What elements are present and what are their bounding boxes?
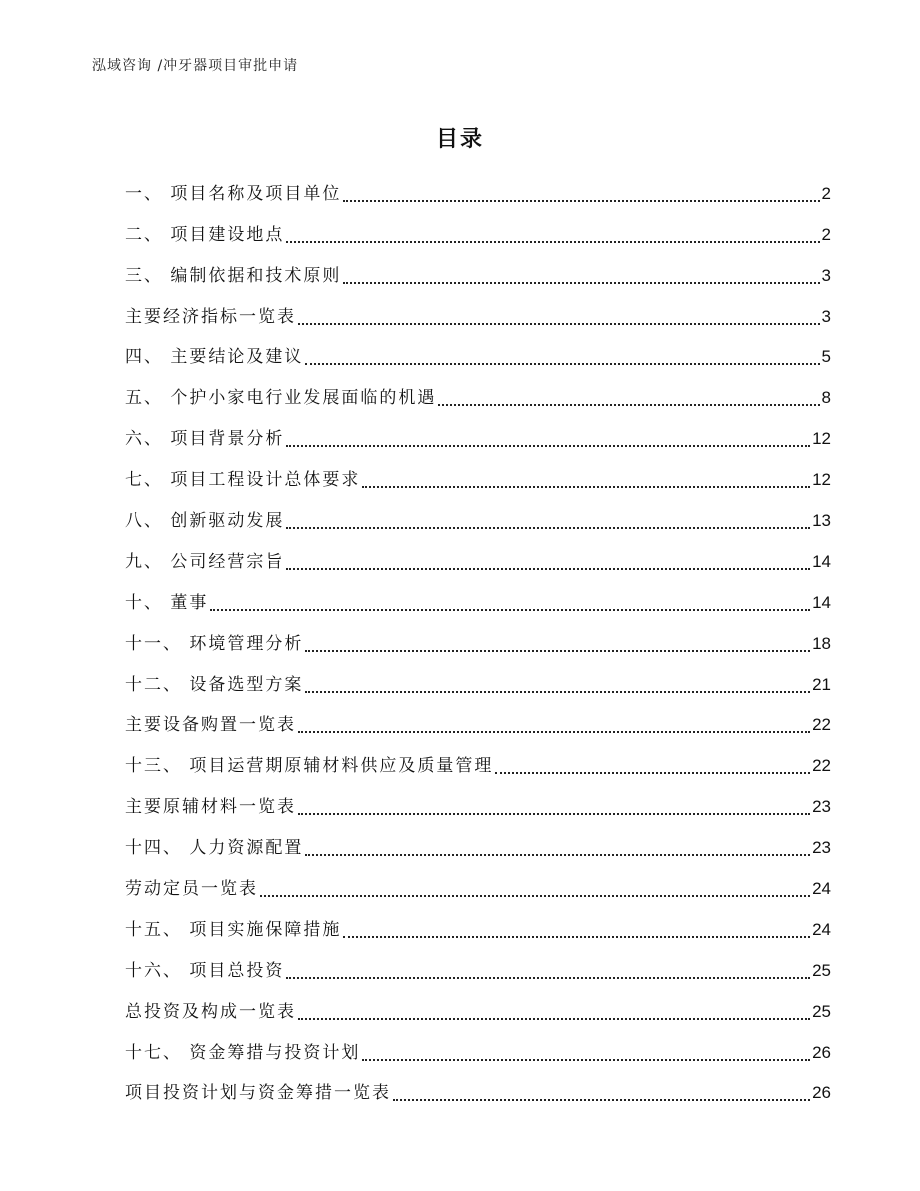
toc-entry-page-number: 24	[812, 879, 831, 899]
toc-entry-label: 八、 创新驱动发展	[125, 511, 285, 532]
toc-entry-label: 五、 个护小家电行业发展面临的机遇	[125, 388, 437, 409]
toc-dot-leader	[298, 813, 810, 815]
toc-dot-leader	[495, 772, 810, 774]
toc-dot-leader	[298, 1018, 810, 1020]
toc-dot-leader	[362, 1059, 810, 1061]
toc-entry-page-number: 18	[812, 633, 831, 653]
table-of-contents	[125, 170, 831, 1110]
toc-entry-page-number: 13	[812, 511, 831, 531]
toc-entry-label: 主要原辅材料一览表	[125, 797, 296, 818]
toc-entry-page-number: 3	[821, 265, 831, 285]
toc-entry[interactable]	[125, 252, 831, 293]
toc-entry-page-number: 21	[812, 674, 831, 694]
toc-entry[interactable]	[125, 456, 831, 497]
toc-entry-label: 十二、 设备选型方案	[125, 674, 304, 695]
toc-entry[interactable]	[125, 538, 831, 579]
toc-dot-leader	[343, 282, 819, 284]
toc-entry-label: 主要经济指标一览表	[125, 306, 296, 327]
toc-entry-label: 三、 编制依据和技术原则	[125, 265, 342, 286]
toc-entry[interactable]	[125, 620, 831, 661]
toc-dot-leader	[286, 445, 810, 447]
toc-entry[interactable]	[125, 906, 831, 947]
toc-entry-page-number: 23	[812, 797, 831, 817]
page-title: 目录	[435, 127, 484, 152]
toc-entry-page-number: 14	[812, 592, 831, 612]
toc-dot-leader	[305, 363, 819, 365]
toc-entry[interactable]	[125, 497, 831, 538]
toc-dot-leader	[286, 977, 810, 979]
toc-entry-label: 主要设备购置一览表	[125, 715, 296, 736]
toc-entry-label: 九、 公司经营宗旨	[125, 551, 285, 572]
toc-entry-page-number: 2	[821, 183, 831, 203]
toc-entry-label: 十五、 项目实施保障措施	[125, 919, 342, 940]
toc-entry[interactable]	[125, 824, 831, 865]
toc-entry[interactable]	[125, 374, 831, 415]
toc-dot-leader	[260, 895, 810, 897]
toc-entry-page-number: 14	[812, 551, 831, 571]
toc-entry-label: 十六、 项目总投资	[125, 960, 285, 981]
toc-entry-label: 六、 项目背景分析	[125, 429, 285, 450]
toc-entry[interactable]	[125, 702, 831, 743]
toc-entry[interactable]	[125, 661, 831, 702]
toc-entry-label: 项目投资计划与资金筹措一览表	[125, 1083, 391, 1104]
toc-dot-leader	[286, 568, 810, 570]
toc-entry-page-number: 2	[821, 224, 831, 244]
toc-dot-leader	[298, 731, 810, 733]
toc-entry[interactable]	[125, 783, 831, 824]
toc-entry[interactable]	[125, 211, 831, 252]
toc-entry-page-number: 26	[812, 1042, 831, 1062]
toc-entry-page-number: 26	[812, 1083, 831, 1103]
toc-entry-page-number: 22	[812, 756, 831, 776]
toc-entry-label: 七、 项目工程设计总体要求	[125, 470, 361, 491]
toc-entry-label: 二、 项目建设地点	[125, 224, 285, 245]
toc-dot-leader	[343, 200, 819, 202]
toc-dot-leader	[305, 691, 810, 693]
toc-entry-label: 十四、 人力资源配置	[125, 838, 304, 859]
page-header: 泓域咨询 /冲牙器项目审批申请	[92, 58, 299, 74]
toc-entry[interactable]	[125, 947, 831, 988]
toc-entry-label: 十、 董事	[125, 592, 209, 613]
toc-dot-leader	[393, 1099, 810, 1101]
toc-dot-leader	[286, 241, 819, 243]
toc-dot-leader	[438, 404, 819, 406]
toc-entry-page-number: 23	[812, 838, 831, 858]
toc-dot-leader	[286, 527, 810, 529]
toc-dot-leader	[210, 609, 810, 611]
toc-entry-page-number: 24	[812, 919, 831, 939]
toc-entry[interactable]	[125, 334, 831, 375]
toc-entry[interactable]	[125, 988, 831, 1029]
toc-entry[interactable]	[125, 865, 831, 906]
toc-entry[interactable]	[125, 579, 831, 620]
toc-entry[interactable]	[125, 415, 831, 456]
toc-entry-label: 十七、 资金筹措与投资计划	[125, 1042, 361, 1063]
toc-entry-page-number: 12	[812, 470, 831, 490]
toc-entry-page-number: 25	[812, 1001, 831, 1021]
toc-dot-leader	[343, 936, 810, 938]
toc-entry-label: 一、 项目名称及项目单位	[125, 183, 342, 204]
toc-entry-page-number: 8	[821, 388, 831, 408]
toc-entry-page-number: 25	[812, 960, 831, 980]
toc-entry-page-number: 22	[812, 715, 831, 735]
toc-entry-page-number: 12	[812, 429, 831, 449]
toc-dot-leader	[305, 650, 810, 652]
toc-entry-label: 总投资及构成一览表	[125, 1001, 296, 1022]
toc-entry-page-number: 3	[821, 306, 831, 326]
toc-entry-label: 四、 主要结论及建议	[125, 347, 304, 368]
toc-entry[interactable]	[125, 1070, 831, 1111]
toc-entry-page-number: 5	[821, 347, 831, 367]
toc-dot-leader	[298, 323, 820, 325]
toc-entry-label: 十一、 环境管理分析	[125, 633, 304, 654]
toc-entry[interactable]	[125, 293, 831, 334]
toc-entry-label: 劳动定员一览表	[125, 879, 258, 900]
toc-entry[interactable]	[125, 742, 831, 783]
toc-entry-label: 十三、 项目运营期原辅材料供应及质量管理	[125, 756, 494, 777]
toc-dot-leader	[362, 486, 810, 488]
toc-dot-leader	[305, 854, 810, 856]
toc-entry[interactable]	[125, 1029, 831, 1070]
toc-entry[interactable]	[125, 170, 831, 211]
